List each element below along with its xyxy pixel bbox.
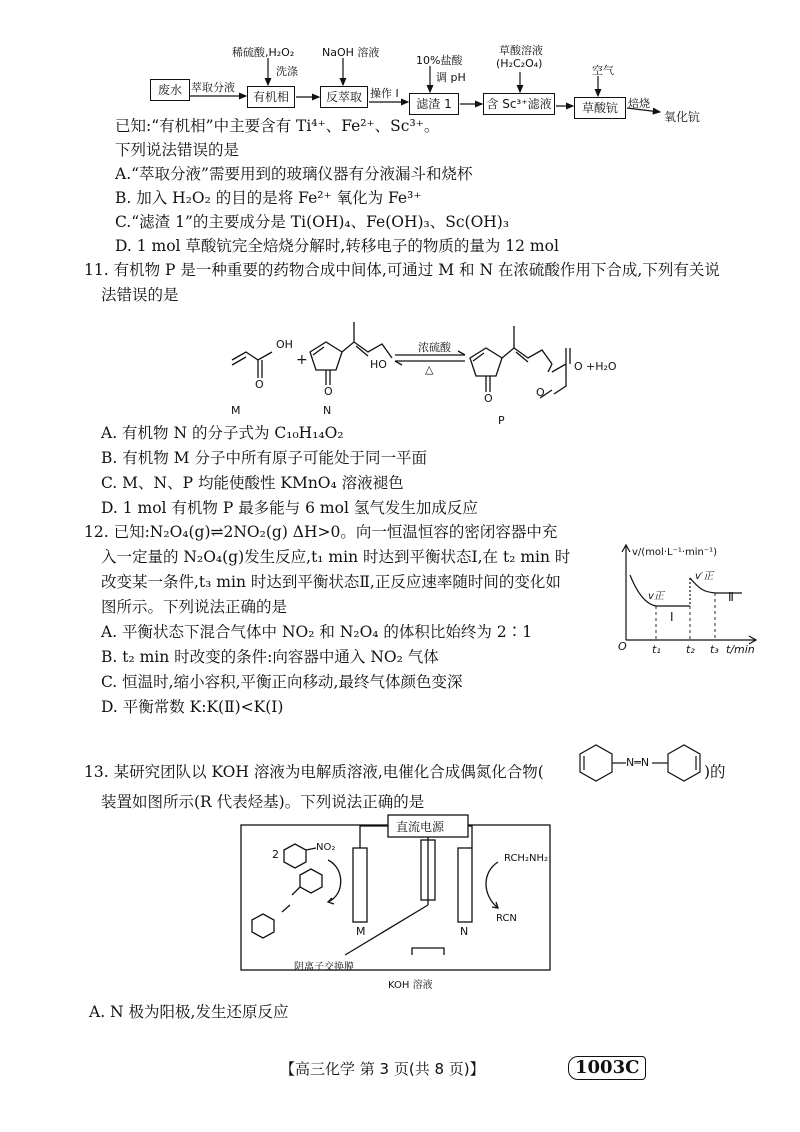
flow-label-extract: 萃取分液 [191, 81, 235, 94]
q11-option-c: C. M、N、P 均能使酸性 KMnO₄ 溶液褪色 [101, 474, 404, 492]
q11-p-o: O [484, 392, 493, 405]
page-footer: 【高三化学 第 3 页(共 8 页)】 [280, 1060, 485, 1078]
q11-label-m: M [231, 404, 241, 417]
q13-stem-line2: 装置如图所示(R 代表烃基)。下列说法正确的是 [101, 793, 425, 811]
q13-option-a: A. N 极为阳极,发生还原反应 [89, 1003, 289, 1021]
q10-option-b: B. 加入 H₂O₂ 的目的是将 Fe²⁺ 氧化为 Fe³⁺ [115, 189, 422, 207]
q12-option-c: C. 恒温时,缩小容积,平衡正向移动,最终气体颜色变深 [101, 673, 463, 691]
q11-p-carbonyl-o: O [574, 360, 583, 373]
q11-stem-line2: 法错误的是 [101, 286, 179, 304]
flow-label-roast: 焙烧 [628, 97, 650, 110]
flow-reagent-acid: 稀硫酸,H₂O₂ [232, 46, 295, 59]
q10-stem: 下列说法错误的是 [115, 141, 240, 159]
flow-reagent-oxalic: 草酸溶液 [499, 44, 543, 57]
q12-option-b: B. t₂ min 时改变的条件:向容器中通入 NO₂ 气体 [101, 648, 439, 666]
q10-given: 已知:“有机相”中主要含有 Ti⁴⁺、Fe²⁺、Sc³⁺。 [115, 117, 440, 135]
flow-reagent-hcl: 10%盐酸 [416, 54, 463, 67]
q11-label-p: P [498, 414, 505, 427]
q13-amine: RCH₂NH₂ [504, 853, 548, 864]
flow-product: 氧化钪 [664, 110, 701, 124]
q13-membrane: 阴离子交换膜 [294, 962, 354, 973]
flow-reagent-oxalic-formula: (H₂C₂O₄) [496, 57, 543, 70]
q11-catalyst: 浓硫酸 [418, 341, 451, 354]
q12-graph-v1: v正 [648, 591, 664, 602]
flow-reagent-ph: 调 pH [436, 71, 466, 84]
q11-option-d: D. 1 mol 有机物 P 最多能与 6 mol 氢气发生加成反应 [101, 499, 478, 517]
flow-reagent-air: 空气 [592, 64, 614, 77]
q13-power-label: 直流电源 [396, 820, 445, 834]
q11-water: +H₂O [586, 360, 617, 373]
q13-coef: 2 [272, 848, 279, 861]
q12-graph-t3: t₃ [710, 643, 719, 656]
flow-reagent-wash: 洗涤 [276, 65, 298, 78]
q13-no2: NO₂ [316, 842, 336, 853]
q13-stem-part2: )的 [704, 763, 726, 781]
flow-box-back-extract: 反萃取 [320, 86, 368, 108]
q12-graph-xlabel: t/min [726, 643, 755, 656]
q11-n-ho: HO [370, 358, 387, 371]
flow-box-filtrate: 含 Sc³⁺滤液 [483, 93, 555, 115]
q13-azo-label: N═N [626, 756, 650, 769]
q11-p-ester-o: O [536, 386, 545, 399]
q13-electrode-m: M [356, 925, 366, 938]
flow-reagent-naoh: NaOH 溶液 [322, 46, 380, 59]
q12-option-d: D. 平衡常数 K:K(Ⅱ)<K(Ⅰ) [101, 698, 284, 716]
q12-line1: 12. 已知:N₂O₄(g)⇌2NO₂(g) ΔH>0。向一恒温恒容的密闭容器中充 [84, 523, 558, 541]
flow-box-oxalate: 草酸钪 [574, 97, 626, 119]
q11-m-o: O [255, 378, 264, 391]
flow-box-residue: 滤渣 1 [409, 93, 459, 115]
q11-heat: △ [425, 363, 434, 376]
q12-graph-state1: Ⅰ [670, 610, 674, 624]
flow-box-waste: 废水 [150, 79, 190, 101]
q11-stem-line1: 11. 有机物 P 是一种重要的药物合成中间体,可通过 M 和 N 在浓硫酸作用下合成,下列有关说 [84, 261, 720, 279]
q12-line4: 图所示。下列说法正确的是 [101, 598, 288, 616]
q13-koh: KOH 溶液 [388, 980, 433, 991]
q12-graph-state2: Ⅱ [728, 590, 734, 604]
q10-option-c: C.“滤渣 1”的主要成分是 Ti(OH)₄、Fe(OH)₃、Sc(OH)₃ [115, 213, 510, 231]
q13-rcn: RCN [496, 913, 517, 924]
q10-option-a: A.“萃取分液”需要用到的玻璃仪器有分液漏斗和烧杯 [115, 165, 473, 183]
q11-label-n: N [323, 404, 332, 417]
paper-code: 1003C [568, 1056, 646, 1080]
q12-graph-origin: O [618, 640, 627, 653]
flow-box-organic: 有机相 [247, 86, 295, 108]
q12-graph-t2: t₂ [686, 643, 695, 656]
q11-plus: + [296, 352, 308, 368]
q13-stem-part1: 13. 某研究团队以 KOH 溶液为电解质溶液,电催化合成偶氮化合物( [84, 763, 544, 781]
q12-line2: 入一定量的 N₂O₄(g)发生反应,t₁ min 时达到平衡状态Ⅰ,在 t₂ min 时 [101, 548, 571, 566]
q12-graph-t1: t₁ [652, 643, 661, 656]
q11-option-a: A. 有机物 N 的分子式为 C₁₀H₁₄O₂ [101, 424, 344, 442]
q12-graph-v2: v′正 [695, 571, 714, 582]
q13-electrode-n: N [460, 925, 469, 938]
q12-option-a: A. 平衡状态下混合气体中 NO₂ 和 N₂O₄ 的体积比始终为 2∶1 [101, 623, 533, 641]
q12-graph-ylabel: v/(mol·L⁻¹·min⁻¹) [632, 547, 718, 558]
q11-m-oh: OH [276, 338, 293, 351]
flow-label-op1: 操作 I [370, 87, 399, 100]
q11-n-o: O [324, 385, 333, 398]
q10-option-d: D. 1 mol 草酸钪完全焙烧分解时,转移电子的物质的量为 12 mol [115, 237, 559, 255]
q11-option-b: B. 有机物 M 分子中所有原子可能处于同一平面 [101, 449, 427, 467]
q12-line3: 改变某一条件,t₃ min 时达到平衡状态Ⅱ,正反应速率随时间的变化如 [101, 573, 561, 591]
